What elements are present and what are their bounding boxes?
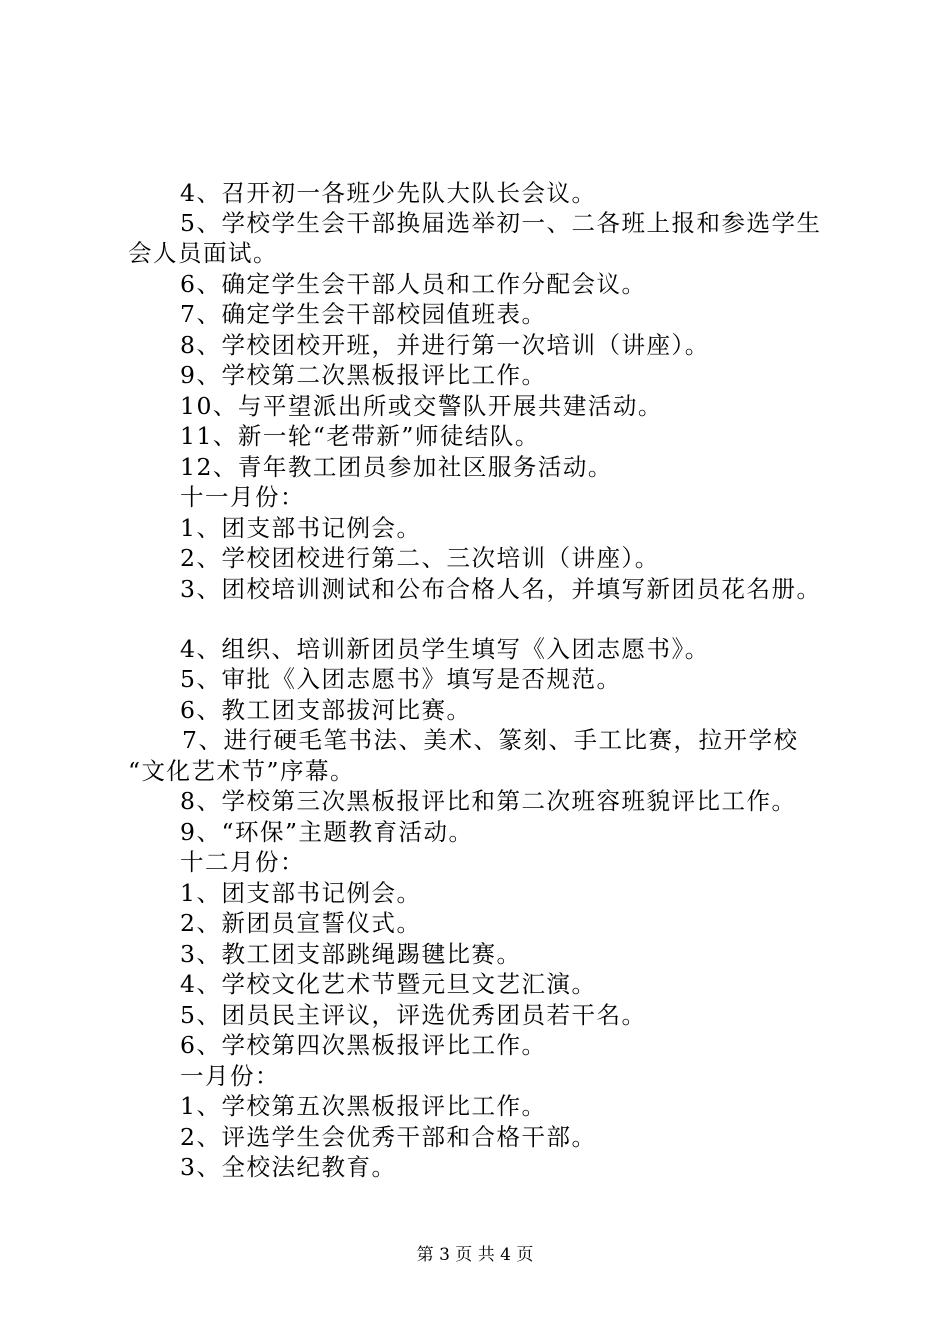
text-line: 7、确定学生会干部校园值班表。: [180, 300, 547, 328]
text-line: 7、进行硬毛笔书法、美术、篆刻、手工比赛，拉开学校: [182, 726, 799, 754]
text-line: 会人员面试。: [128, 239, 278, 267]
text-line: 4、组织、培训新团员学生填写《入团志愿书》。: [180, 635, 710, 663]
text-line: 10、与平望派出所或交警队开展共建活动。: [180, 392, 663, 420]
text-line: 9、学校第二次黑板报评比工作。: [180, 361, 547, 389]
page-number-footer: 第 3 页 共 4 页: [416, 1245, 534, 1265]
text-line: 3、教工团支部跳绳踢毽比赛。: [180, 940, 522, 968]
text-line: 9、“环保”主题教育活动。: [180, 818, 474, 846]
text-line: 12、青年教工团员参加社区服务活动。: [180, 453, 613, 481]
text-line: 6、学校第四次黑板报评比工作。: [180, 1031, 547, 1059]
text-line: “文化艺术节”序幕。: [128, 757, 356, 785]
section-heading: 十二月份：: [180, 848, 305, 876]
text-line: 5、学校学生会干部换届选举初一、二各班上报和参选学生: [180, 209, 822, 237]
text-line: 2、学校团校进行第二、三次培训（讲座）。: [180, 544, 660, 572]
text-line: 4、召开初一各班少先队大队长会议。: [180, 179, 597, 207]
text-line: 2、新团员宣誓仪式。: [180, 909, 422, 937]
text-line: 6、教工团支部拔河比赛。: [180, 696, 472, 724]
text-line: 6、确定学生会干部人员和工作分配会议。: [180, 270, 647, 298]
section-heading: 一月份：: [180, 1062, 280, 1090]
text-line: 1、团支部书记例会。: [180, 879, 422, 907]
text-line: 3、团校培训测试和公布合格人名，并填写新团员花名册。: [180, 575, 822, 603]
section-heading: 十一月份：: [180, 483, 305, 511]
text-line: 2、评选学生会优秀干部和合格干部。: [180, 1123, 597, 1151]
text-line: 11、新一轮“老带新”师徒结队。: [180, 422, 540, 450]
text-line: 8、学校第三次黑板报评比和第二次班容班貌评比工作。: [180, 787, 797, 815]
text-line: 5、审批《入团志愿书》填写是否规范。: [180, 665, 622, 693]
text-line: 5、团员民主评议，评选优秀团员若干名。: [180, 1001, 647, 1029]
text-line: 3、全校法纪教育。: [180, 1153, 397, 1181]
text-line: 8、学校团校开班，并进行第一次培训（讲座）。: [180, 331, 710, 359]
text-line: 4、学校文化艺术节暨元旦文艺汇演。: [180, 970, 597, 998]
text-line: 1、团支部书记例会。: [180, 514, 422, 542]
text-line: 1、学校第五次黑板报评比工作。: [180, 1092, 547, 1120]
